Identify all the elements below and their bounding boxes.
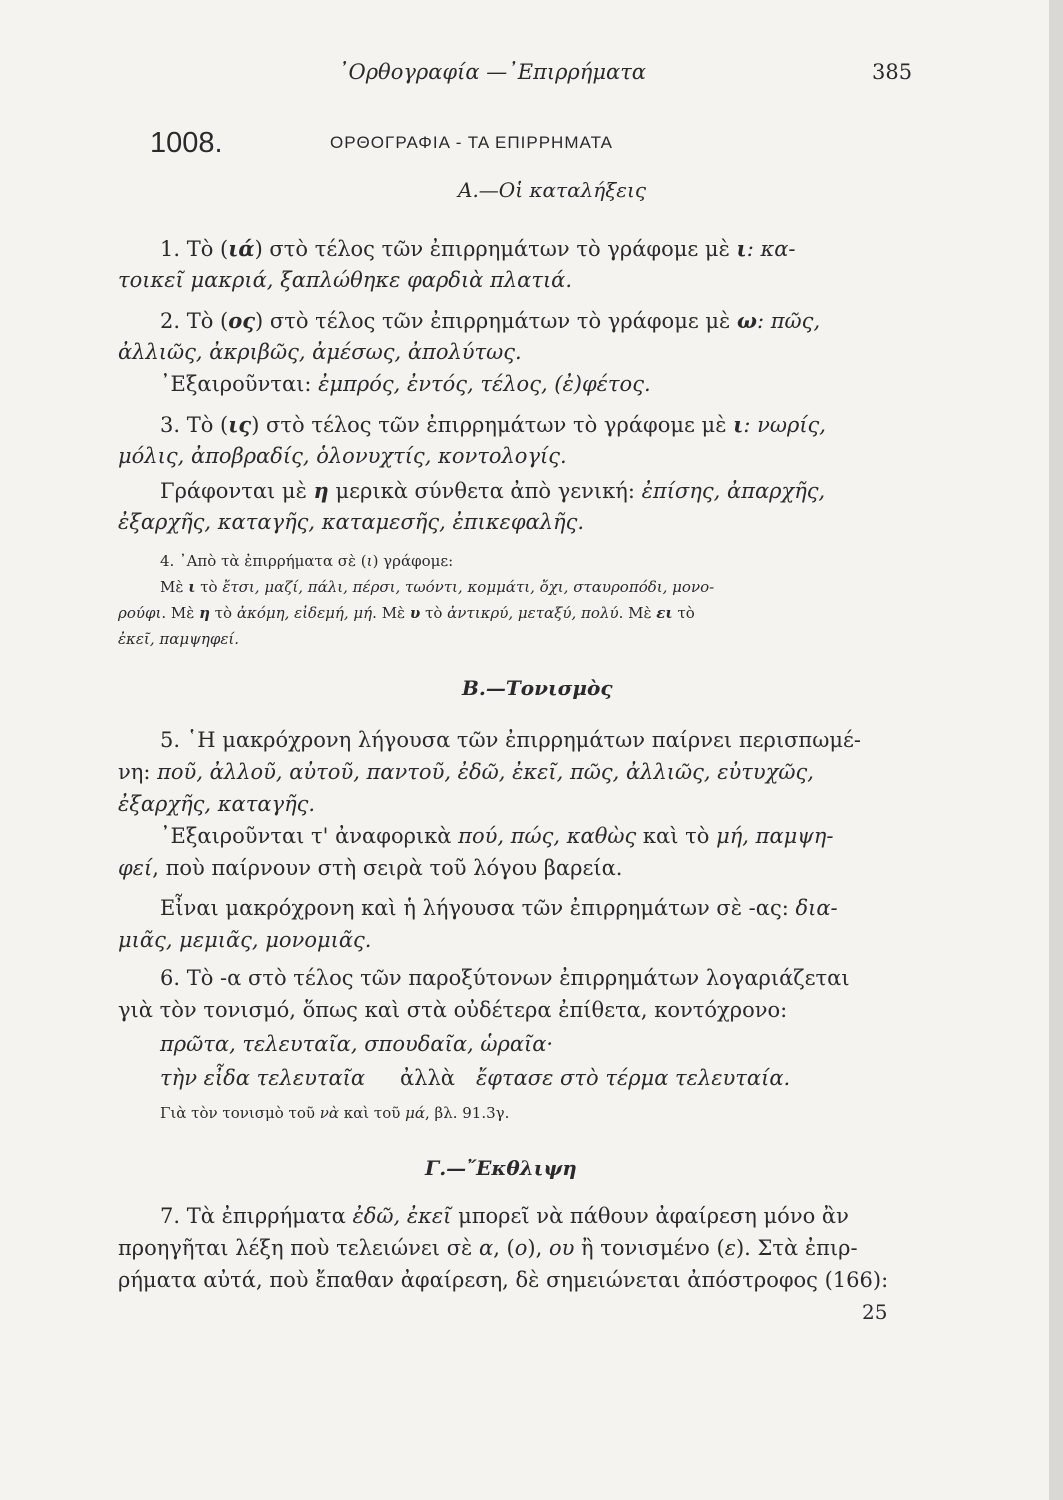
- p2-line3: [160, 372, 651, 396]
- example: : πῶς,: [757, 309, 821, 333]
- text: ),: [527, 1236, 549, 1260]
- p1-line2: τοικεῖ μακριά, ξαπλώθηκε φαρδιὰ πλατιά.: [118, 268, 573, 292]
- letter: ει: [656, 604, 673, 622]
- example: ποῦ, ἀλλοῦ, αὐτοῦ, παντοῦ, ἐδῶ, ἐκεῖ, πῶς, ἀλλιῶς, εὐτυχῶς,: [157, 760, 814, 784]
- running-title: ᾿Ορθογραφία —᾿Επιρρήματα: [338, 60, 646, 84]
- example: ἔτσι, μαζί, πάλι, πέρσι, τωόντι, κομμάτι, ὄχι, σταυροπόδι, μονο-: [222, 578, 715, 596]
- p4-line4: ἐκεῖ, παμψηφεί.: [118, 630, 240, 648]
- text: 3. Τὸ (: [160, 413, 229, 437]
- example: : κα-: [746, 237, 796, 261]
- example: ἀντικρύ, μεταξύ, πολύ: [447, 604, 619, 622]
- example: ἐπίσης, ἀπαρχῆς,: [641, 479, 826, 503]
- text: καὶ τὸ: [636, 824, 717, 848]
- p2-line1: [160, 308, 820, 333]
- text: Γιὰ τὸν τονισμὸ τοῦ: [160, 1104, 320, 1122]
- text: τὸ: [420, 604, 448, 622]
- p5-line2: [118, 760, 814, 784]
- text: τὸ: [209, 604, 237, 622]
- p5-line4: [160, 824, 833, 848]
- text: ) στὸ τέλος τῶν ἐπιρρημάτων τὸ γράφομε μὲ: [251, 413, 734, 437]
- text: . Μὲ: [618, 604, 657, 622]
- text: , (: [493, 1236, 515, 1260]
- text: ) στὸ τέλος τῶν ἐπιρρημάτων τὸ γράφομε μὲ: [255, 309, 737, 333]
- p6-line4b: ἀλλὰ: [400, 1066, 455, 1090]
- subheading-accent: Β.—Τονισμὸς: [462, 676, 613, 700]
- text: ) στὸ τέλος τῶν ἐπιρρημάτων τὸ γράφομε μὲ: [254, 237, 737, 261]
- p6-line3: πρῶτα, τελευταῖα, σπουδαῖα, ὡραῖα·: [160, 1032, 554, 1056]
- text: ) γράφομε:: [372, 552, 454, 570]
- letter: ι: [733, 412, 744, 437]
- p5-line7: μιᾶς, μεμιᾶς, μονομιᾶς.: [118, 928, 372, 952]
- p5-line3: ἐξαρχῆς, καταγῆς.: [118, 792, 316, 816]
- text: ἢ τονισμένο (: [574, 1236, 725, 1260]
- p7-line1: [160, 1204, 849, 1228]
- example: μή, παμψη-: [716, 824, 834, 848]
- text: μερικὰ σύνθετα ἀπὸ γενική:: [328, 479, 642, 503]
- letter: ω: [737, 308, 757, 333]
- example: ἀκόμη, εἰδεμή, μή: [236, 604, 373, 622]
- subheading-elision: Γ.—῎Εκθλιψη: [425, 1156, 577, 1180]
- text: 4. ᾿Απὸ τὰ ἐπιρρήματα σὲ (: [160, 552, 367, 570]
- example: μά: [405, 1104, 426, 1122]
- page-number: 385: [872, 60, 913, 84]
- example: νὰ: [319, 1104, 339, 1122]
- text: 2. Τὸ (: [160, 309, 229, 333]
- example: φεί: [118, 856, 153, 880]
- letter: η: [199, 604, 210, 622]
- text: προηγῆται λέξη ποὺ τελειώνει σὲ: [118, 1236, 479, 1260]
- p6-line4c: ἔφτασε στὸ τέρμα τελευταία.: [476, 1066, 791, 1090]
- example: ἐμπρός, ἐντός, τέλος, (ἐ)φέτος.: [318, 372, 651, 396]
- letter: ι: [366, 552, 373, 570]
- text: τὸ: [672, 604, 695, 622]
- text: μπορεῖ νὰ πάθουν ἀφαίρεση μόνο ἂν: [451, 1204, 849, 1228]
- text: 7. Τὰ ἐπιρρήματα: [160, 1204, 353, 1228]
- section-title: ΟΡΘΟΓΡΑΦΙΑ - ΤΑ ΕΠΙΡΡΗΜΑΤΑ: [330, 133, 614, 152]
- letter: η: [313, 478, 329, 503]
- p5-line1: 5. ῾Η μακρόχρονη λήγουσα τῶν ἐπιρρημάτων παίρνει περισπωμέ-: [160, 728, 861, 752]
- letter: ι: [188, 578, 196, 596]
- example: δια-: [795, 896, 838, 920]
- term: ις: [228, 412, 252, 437]
- p4-line1: [160, 552, 453, 570]
- letter: ο: [514, 1236, 528, 1260]
- term: ιά: [228, 236, 255, 261]
- text: . Μὲ: [161, 604, 200, 622]
- subheading-endings: Α.—Οἱ καταλήξεις: [458, 178, 647, 202]
- p6-line1: 6. Τὸ -α στὸ τέλος τῶν παροξύτονων ἐπιρρημάτων λογαριάζεται: [160, 966, 850, 990]
- p7-line3: ρήματα αὐτά, ποὺ ἔπαθαν ἀφαίρεση, δὲ σημειώνεται ἀπόστροφος (166):: [118, 1268, 889, 1292]
- letter: υ: [409, 604, 421, 622]
- text: . Μὲ: [372, 604, 410, 622]
- example: ἐδῶ, ἐκεῖ: [352, 1204, 452, 1228]
- text: 1. Τὸ (: [160, 237, 229, 261]
- letter: ι: [736, 236, 747, 261]
- p1-line1: [160, 236, 796, 261]
- text: Γράφονται μὲ: [160, 479, 314, 503]
- text: νη:: [118, 760, 158, 784]
- p2-line2: ἀλλιῶς, ἀκριβῶς, ἀμέσως, ἀπολύτως.: [118, 340, 522, 364]
- p6-line4a: τὴν εἶδα τελευταῖα: [160, 1066, 366, 1090]
- p3-line2: μόλις, ἀποβραδίς, ὁλονυχτίς, κοντολογίς.: [118, 444, 567, 468]
- text: καὶ τοῦ: [338, 1104, 406, 1122]
- letter: ε: [724, 1236, 736, 1260]
- p4-line2: [160, 578, 714, 596]
- text: ᾿Εξαιροῦνται τ' ἀναφορικὰ: [160, 824, 459, 848]
- text: , βλ. 91.3γ.: [425, 1104, 510, 1122]
- example: ρούφι: [118, 604, 162, 622]
- section-number: 1008.: [150, 127, 223, 159]
- text: τὸ: [195, 578, 223, 596]
- letter: ου: [548, 1236, 575, 1260]
- text: ᾿Εξαιροῦνται:: [160, 372, 319, 396]
- p3-line3: [160, 478, 825, 503]
- p6-line5: [160, 1104, 509, 1122]
- p3-line1: [160, 412, 826, 437]
- signature-number: 25: [862, 1300, 888, 1324]
- p7-line2: [118, 1236, 858, 1260]
- p5-line5: [118, 856, 622, 880]
- p4-line3: [118, 604, 695, 622]
- term: ος: [228, 308, 256, 333]
- p6-line2: γιὰ τὸν τονισμό, ὅπως καὶ στὰ οὐδέτερα ἐπίθετα, κοντόχρονο:: [118, 998, 788, 1022]
- text: Εἶναι μακρόχρονη καὶ ἡ λήγουσα τῶν ἐπιρρημάτων σὲ -ας:: [160, 896, 796, 920]
- text: , ποὺ παίρνουν στὴ σειρὰ τοῦ λόγου βαρεία.: [152, 856, 623, 880]
- text: Μὲ: [160, 578, 189, 596]
- example: : νωρίς,: [743, 413, 826, 437]
- p5-line6: [160, 896, 838, 920]
- example: πού, πώς, καθὼς: [458, 824, 637, 848]
- p3-line4: ἐξαρχῆς, καταγῆς, καταμεσῆς, ἐπικεφαλῆς.: [118, 510, 585, 534]
- letter: α: [479, 1236, 494, 1260]
- text: ). Στὰ ἐπιρ-: [735, 1236, 858, 1260]
